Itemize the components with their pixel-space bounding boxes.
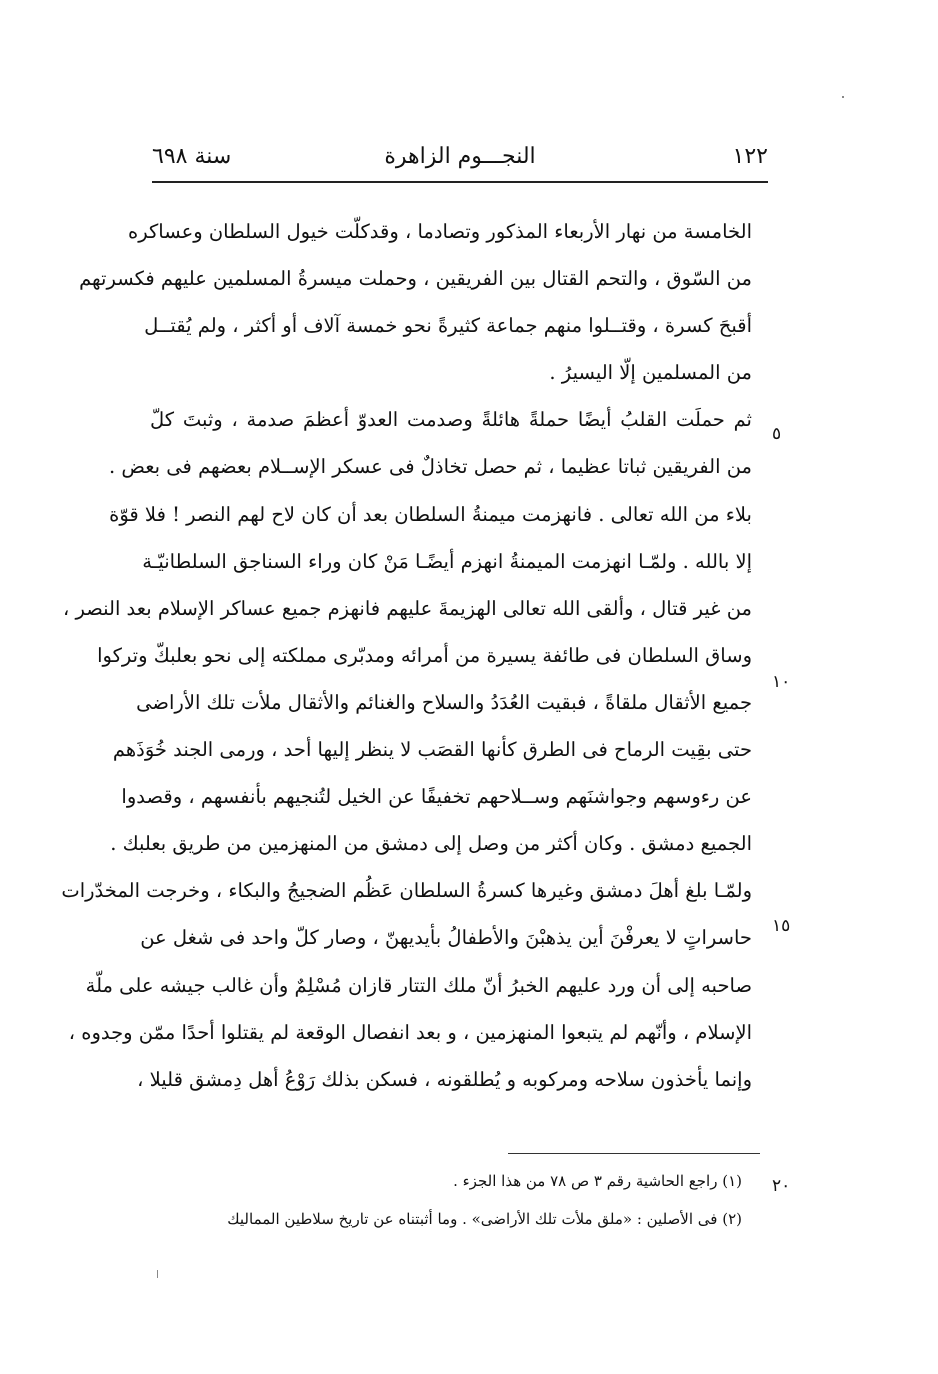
footnote: (٢) فى الأصلين : «ملق ملأت تلك الأراضى» . وما أثبتناه عن تاريخ سلاطين المماليك bbox=[227, 1210, 742, 1228]
text-line: من الفريقين ثباتا عظيما ، ثم حصل تخاذلٌ فى عسكر الإســلام بعضهم فى بعض . bbox=[108, 455, 752, 479]
text-line: من المسلمين إلّا اليسيرُ . bbox=[549, 361, 752, 385]
text-line: الإسلام ، وأنّهم لم يتبعوا المنهزمين ، و بعد انفصال الوقعة لم يقتلوا أحدًا ممّن وجدوه ، bbox=[68, 1020, 752, 1044]
running-header bbox=[152, 142, 768, 182]
text-line: ثم حملَت القلبُ أيضًا حملةً هائلةً وصدمت العدوّ أعظمَ صدمة ، وثبتَ كلّ bbox=[150, 408, 752, 432]
running-title: النجـــوم الزاهرة bbox=[384, 144, 536, 169]
text-line: عن رءوسهم وجواشنَهم وســلاحهم تخفيفًا عن الخيل لتُنجيهم بأنفسهم ، وقصدوا bbox=[121, 785, 752, 809]
text-line: بلاء من الله تعالى . فانهزمت ميمنةُ السلطان بعد أن كان لاح لهم النصر ! فلا قوّة bbox=[109, 502, 752, 526]
text-line: ولمّـا بلغ أهلَ دمشق وغيرها كسرةُ السلطان عَظُم الضجيجُ والبكاء ، وخرجت المخدّرات bbox=[61, 879, 752, 903]
line-number-marker: ١٥ bbox=[772, 916, 791, 936]
text-line: صاحبه إلى أن ورد عليهم الخبرُ أنّ ملك التتار قازان مُسْلِمٌ وأن غالب جيشه على ملّة bbox=[85, 973, 752, 997]
line-number-marker: ٥ bbox=[772, 424, 782, 444]
scan-speck bbox=[157, 1270, 158, 1278]
main-text bbox=[61, 208, 752, 1103]
text-line: الخامسة من نهار الأربعاء المذكور وتصادما ، وقدكلّت خيول السلطان وعساكره bbox=[128, 220, 752, 243]
line-number-marker: ٢٠ bbox=[772, 1176, 791, 1196]
footnote-rule bbox=[508, 1153, 760, 1154]
text-line: أقبحَ كسرة ، وقتــلوا منهم جماعة كثيرةً نحو خمسة آلاف أو أكثر ، ولم يُقتــل bbox=[144, 314, 752, 338]
text-line: حتى بقِيت الرماح فى الطرق كأنها القصَب لا ينظر إليها أحد ، ورمى الجند خُوَذَهم bbox=[112, 738, 752, 762]
header-rule bbox=[152, 181, 768, 183]
line-number-marker: ١٠ bbox=[772, 672, 791, 692]
text-line: جميع الأثقال ملقاةً ، فبقيت العُدَدُ والسلاح والغنائم والأثقال ملأت تلك الأراضى bbox=[136, 690, 752, 714]
header-year: سنة ٦٩٨ bbox=[152, 144, 232, 169]
text-line: من غير قتال ، وألقى الله تعالى الهزيمةَ عليهم فانهزم جميع عساكر الإسلام بعد النصر ، bbox=[62, 596, 752, 620]
text-line: وساق السلطان فى طائفة يسيرة من أمرائه ومدبّرى مملكته إلى نحو بعلبكّ وتركوا bbox=[97, 643, 752, 667]
text-line: حاسراتٍ لا يعرفْنَ أين يذهبْنَ والأطفالُ بأيديهنّ ، وصار كلّ واحد فى شغل عن bbox=[140, 926, 752, 950]
footnotes bbox=[180, 1162, 742, 1238]
text-line: إلا بالله . ولمّـا انهزمت الميمنةُ انهزم أيضًـا مَنْ كان وراء السناجق السلطانيّـة bbox=[142, 549, 752, 573]
page-number: ١٢٢ bbox=[732, 144, 768, 169]
scan-speck bbox=[842, 96, 844, 98]
footnote: (١) راجع الحاشية رقم ٣ ص ٧٨ من هذا الجزء . bbox=[453, 1172, 742, 1190]
text-line: الجميع دمشق . وكان أكثر من وصل إلى دمشق من المنهزمين من طريق بعلبك . bbox=[110, 832, 752, 856]
text-line: وإنما يأخذون سلاحه ومركوبه و يُطلقونه ، فسكن بذلك رَوْعُ أهل دِمشق قليلا ، bbox=[137, 1067, 752, 1091]
text-line: من السّوق ، والتحم القتال بين الفريقين ، وحملت ميسرةُ المسلمين عليهم فكسرتهم bbox=[79, 267, 752, 291]
